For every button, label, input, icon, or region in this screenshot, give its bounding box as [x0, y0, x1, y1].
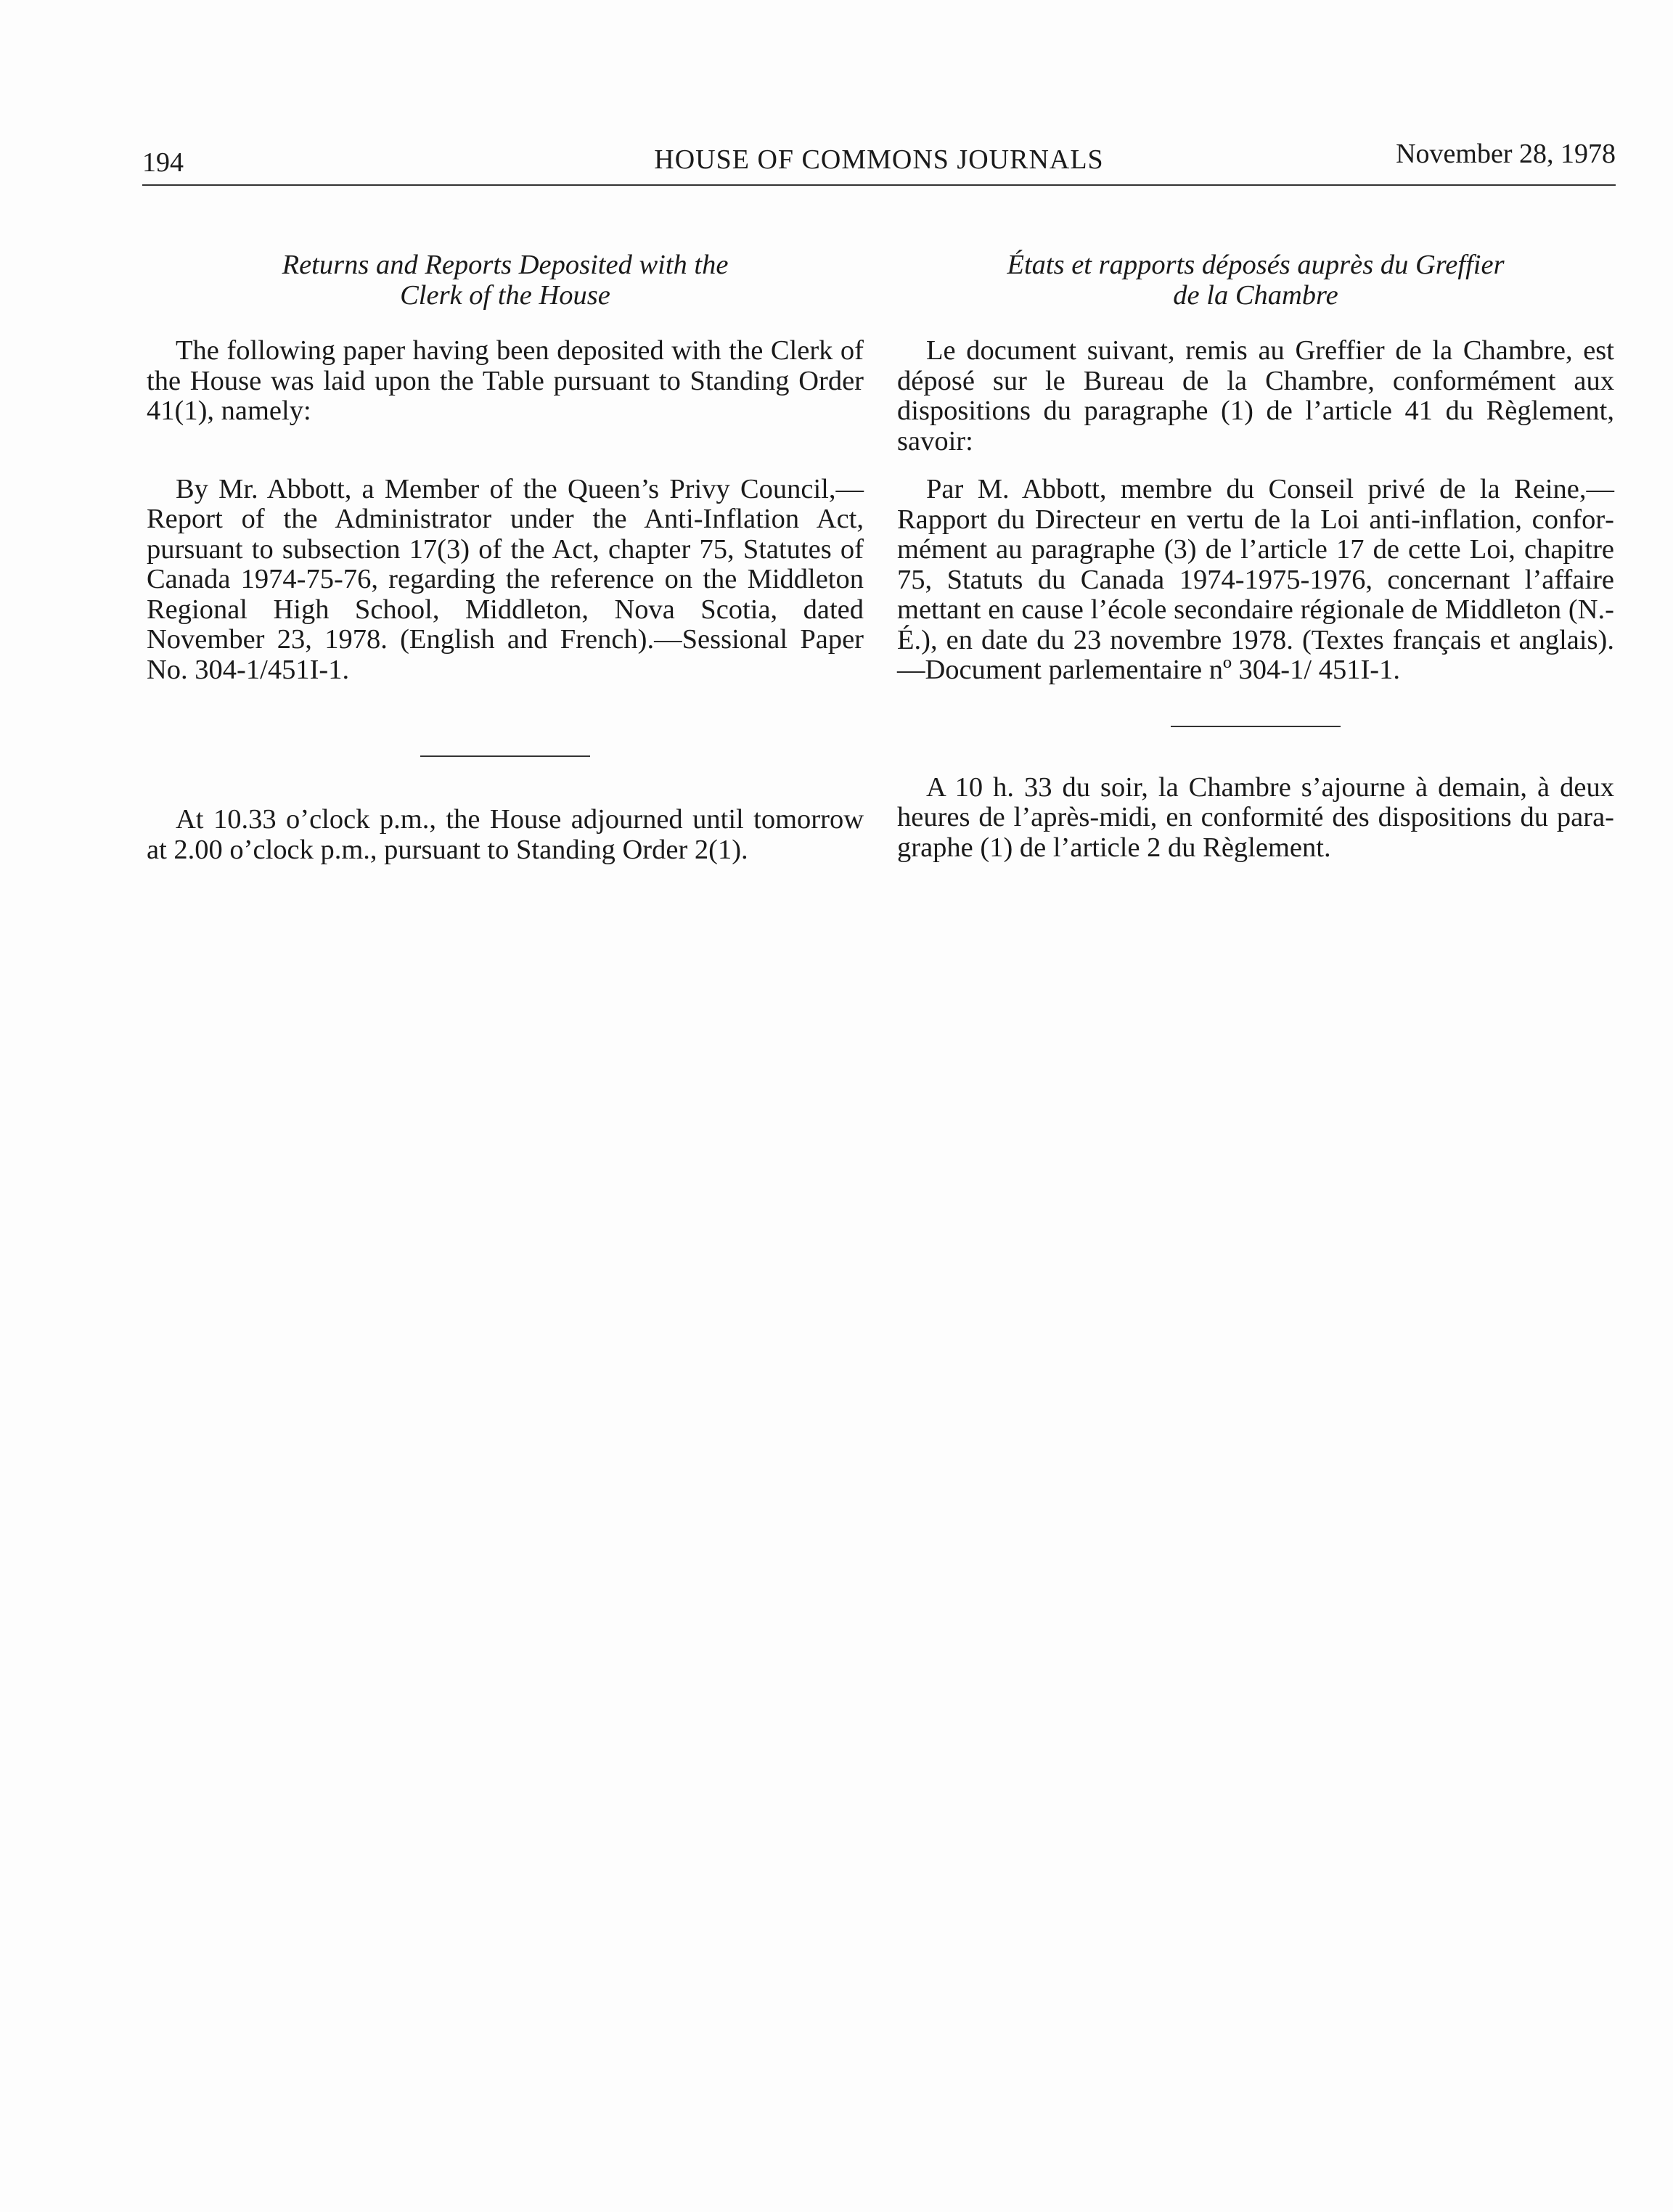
- english-separator: [420, 755, 590, 757]
- english-intro-paragraph: The following paper having been deposited with the Clerk of the House was laid upon the Table pursuant to Standing Order 41(1), namely:: [147, 335, 864, 426]
- french-adjournment-paragraph: A 10 h. 33 du soir, la Chambre s’ajourne à demain, à deux heures de l’après-midi, en conformité des dispositions du paragraphe (1) de l’article 2 du Règlement.: [897, 771, 1614, 863]
- french-separator: [1171, 726, 1341, 727]
- header-rule: [142, 184, 1616, 186]
- french-intro-paragraph: Le document suivant, remis au Greffier de la Chambre, est déposé sur le Bureau de la Chambre, conformément aux dispositions du paragraphe (1) de l’article 41 du Règlement, savoir:: [897, 335, 1614, 456]
- english-heading-line-2: Clerk of the House: [400, 279, 610, 311]
- journal-title: HOUSE OF COMMONS JOURNALS: [654, 144, 1104, 175]
- english-adjournment-paragraph: At 10.33 o’clock p.m., the House adjourned until tomorrow at 2.00 o’clock p.m., pursuant to Standing Order 2(1).: [147, 804, 864, 865]
- french-heading-line-1: États et rapports déposés auprès du Greffier: [1007, 250, 1505, 280]
- journal-date: November 28, 1978: [1396, 139, 1616, 169]
- french-heading-line-2: de la Chambre: [1173, 279, 1338, 311]
- english-report-paragraph: By Mr. Abbott, a Member of the Queen’s Privy Council,—Report of the Administrator under the Anti-Inflation Act, pursuant to subsection 17(3) of the Act, chapter 75, Statutes of Canada 1974-75-76, regarding the reference on the Middleton Regional High School, Middleton, Nova Scotia, dated November 23, 1978. (English and French).—Sessional Paper No. 304-1/451I-1.: [147, 473, 864, 685]
- french-section-heading: [897, 250, 1614, 311]
- french-report-paragraph: Par M. Abbott, membre du Conseil privé de la Reine,—Rapport du Directeur en vertu de la Loi anti-inflation, conformément au paragraphe (3) de l’article 17 de cette Loi, chapitre 75, Statuts du Canada 1974-1975-1976, concernant l’affaire mettant en cause l’école secondaire régionale de Middleton (N.-É.), en date du 23 novembre 1978. (Textes français et anglais).—Document parlementaire nº 304-1/ 451I-1.: [897, 474, 1614, 685]
- english-heading-line-1: Returns and Reports Deposited with the: [282, 250, 729, 280]
- english-column: [147, 250, 864, 865]
- page-header: [142, 138, 1616, 181]
- english-section-heading: [147, 250, 864, 311]
- page-number: 194: [142, 147, 184, 178]
- french-column: [897, 250, 1614, 863]
